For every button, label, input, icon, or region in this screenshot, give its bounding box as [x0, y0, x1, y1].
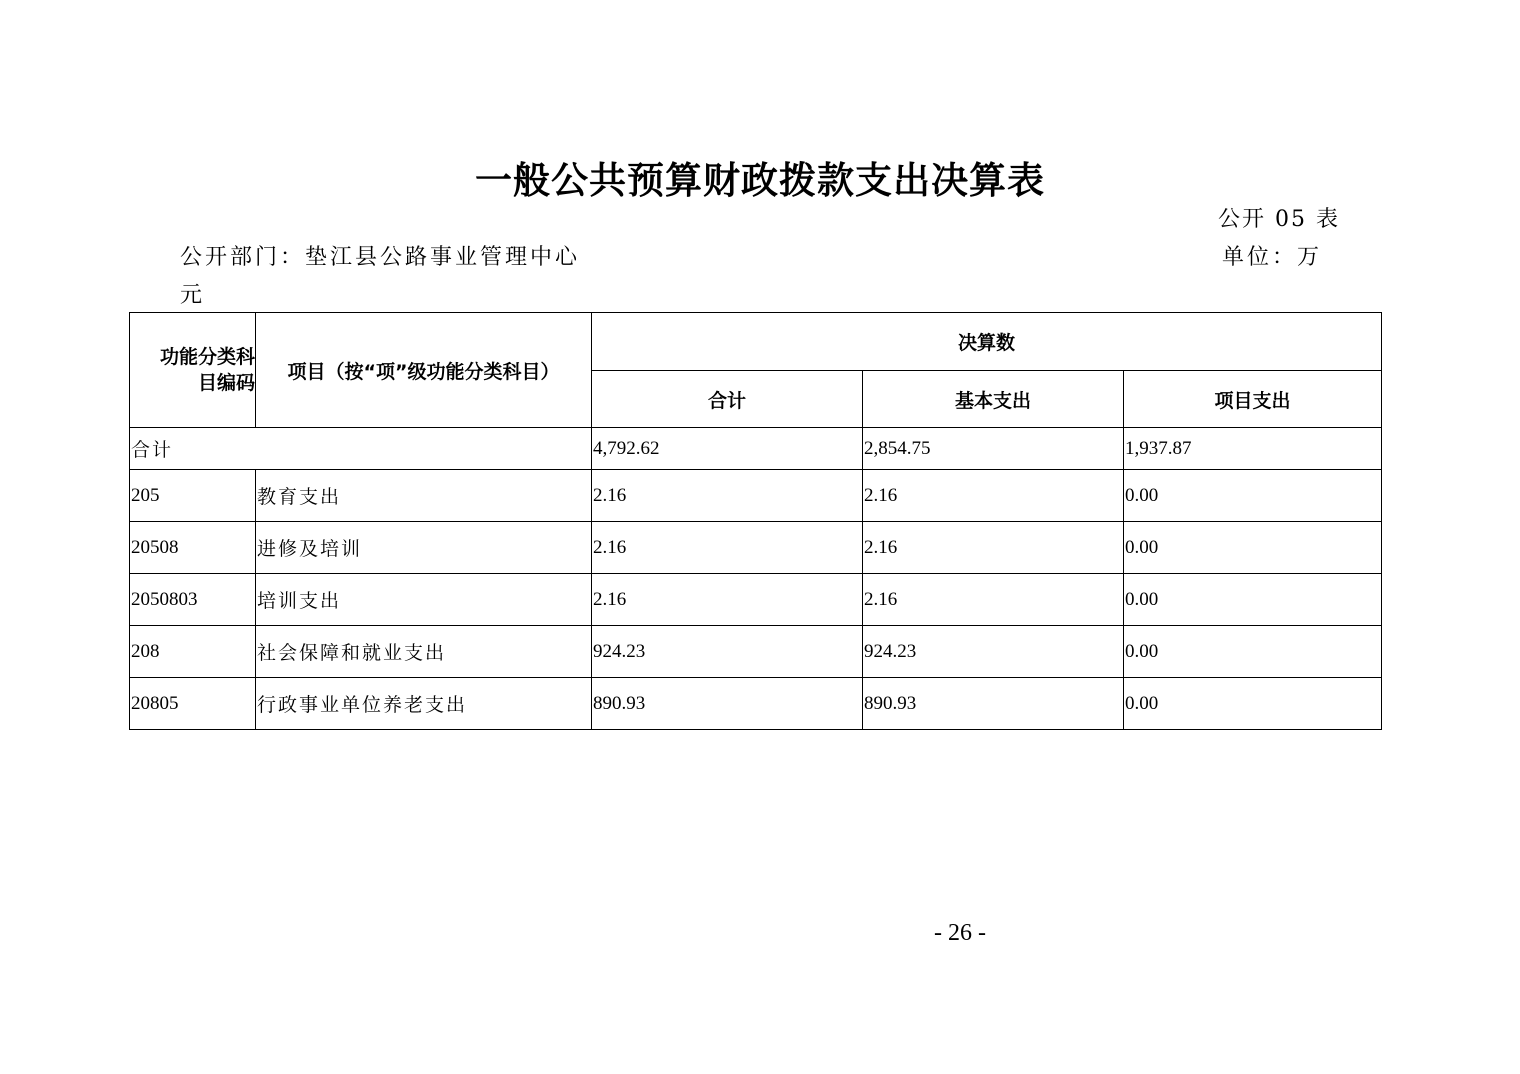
row-name: 进修及培训 — [256, 522, 592, 574]
header-final-accounts: 决算数 — [592, 313, 1382, 371]
row-basic: 924.23 — [863, 626, 1124, 678]
row-name: 教育支出 — [256, 470, 592, 522]
row-code: 208 — [130, 626, 256, 678]
row-project: 0.00 — [1124, 678, 1382, 730]
total-label: 合计 — [130, 428, 592, 470]
row-total: 890.93 — [592, 678, 863, 730]
table-row — [130, 678, 1382, 730]
row-basic: 2.16 — [863, 574, 1124, 626]
unit-label-wrap: 元 — [180, 283, 203, 308]
row-name: 培训支出 — [256, 574, 592, 626]
budget-table — [129, 312, 1382, 730]
total-basic: 2,854.75 — [863, 428, 1124, 470]
row-total: 2.16 — [592, 574, 863, 626]
form-number: 公开 05 表 — [1218, 207, 1340, 232]
header-item: 项目（按“项”级功能分类科目） — [256, 313, 592, 428]
department-label: 公开部门：垫江县公路事业管理中心 — [180, 245, 581, 270]
row-basic: 2.16 — [863, 522, 1124, 574]
header-project: 项目支出 — [1124, 371, 1382, 428]
row-code: 20805 — [130, 678, 256, 730]
page-title: 一般公共预算财政拨款支出决算表 — [475, 158, 1045, 202]
header-code-line2: 目编码 — [197, 372, 255, 394]
table-row — [130, 626, 1382, 678]
row-total: 2.16 — [592, 522, 863, 574]
row-code: 205 — [130, 470, 256, 522]
row-basic: 2.16 — [863, 470, 1124, 522]
row-project: 0.00 — [1124, 470, 1382, 522]
row-name: 行政事业单位养老支出 — [256, 678, 592, 730]
unit-label: 单位：万 — [1222, 245, 1323, 270]
table-row — [130, 470, 1382, 522]
total-row — [130, 428, 1382, 470]
row-code: 2050803 — [130, 574, 256, 626]
total-total: 4,792.62 — [592, 428, 863, 470]
total-project: 1,937.87 — [1124, 428, 1382, 470]
table-row — [130, 574, 1382, 626]
header-code — [130, 313, 256, 428]
row-project: 0.00 — [1124, 574, 1382, 626]
table-row — [130, 522, 1382, 574]
header-total: 合计 — [592, 371, 863, 428]
row-total: 2.16 — [592, 470, 863, 522]
row-code: 20508 — [130, 522, 256, 574]
page-number: - 26 - — [934, 920, 986, 946]
row-basic: 890.93 — [863, 678, 1124, 730]
row-project: 0.00 — [1124, 522, 1382, 574]
header-basic: 基本支出 — [863, 371, 1124, 428]
header-code-line1: 功能分类科 — [159, 346, 255, 368]
row-project: 0.00 — [1124, 626, 1382, 678]
row-name: 社会保障和就业支出 — [256, 626, 592, 678]
row-total: 924.23 — [592, 626, 863, 678]
